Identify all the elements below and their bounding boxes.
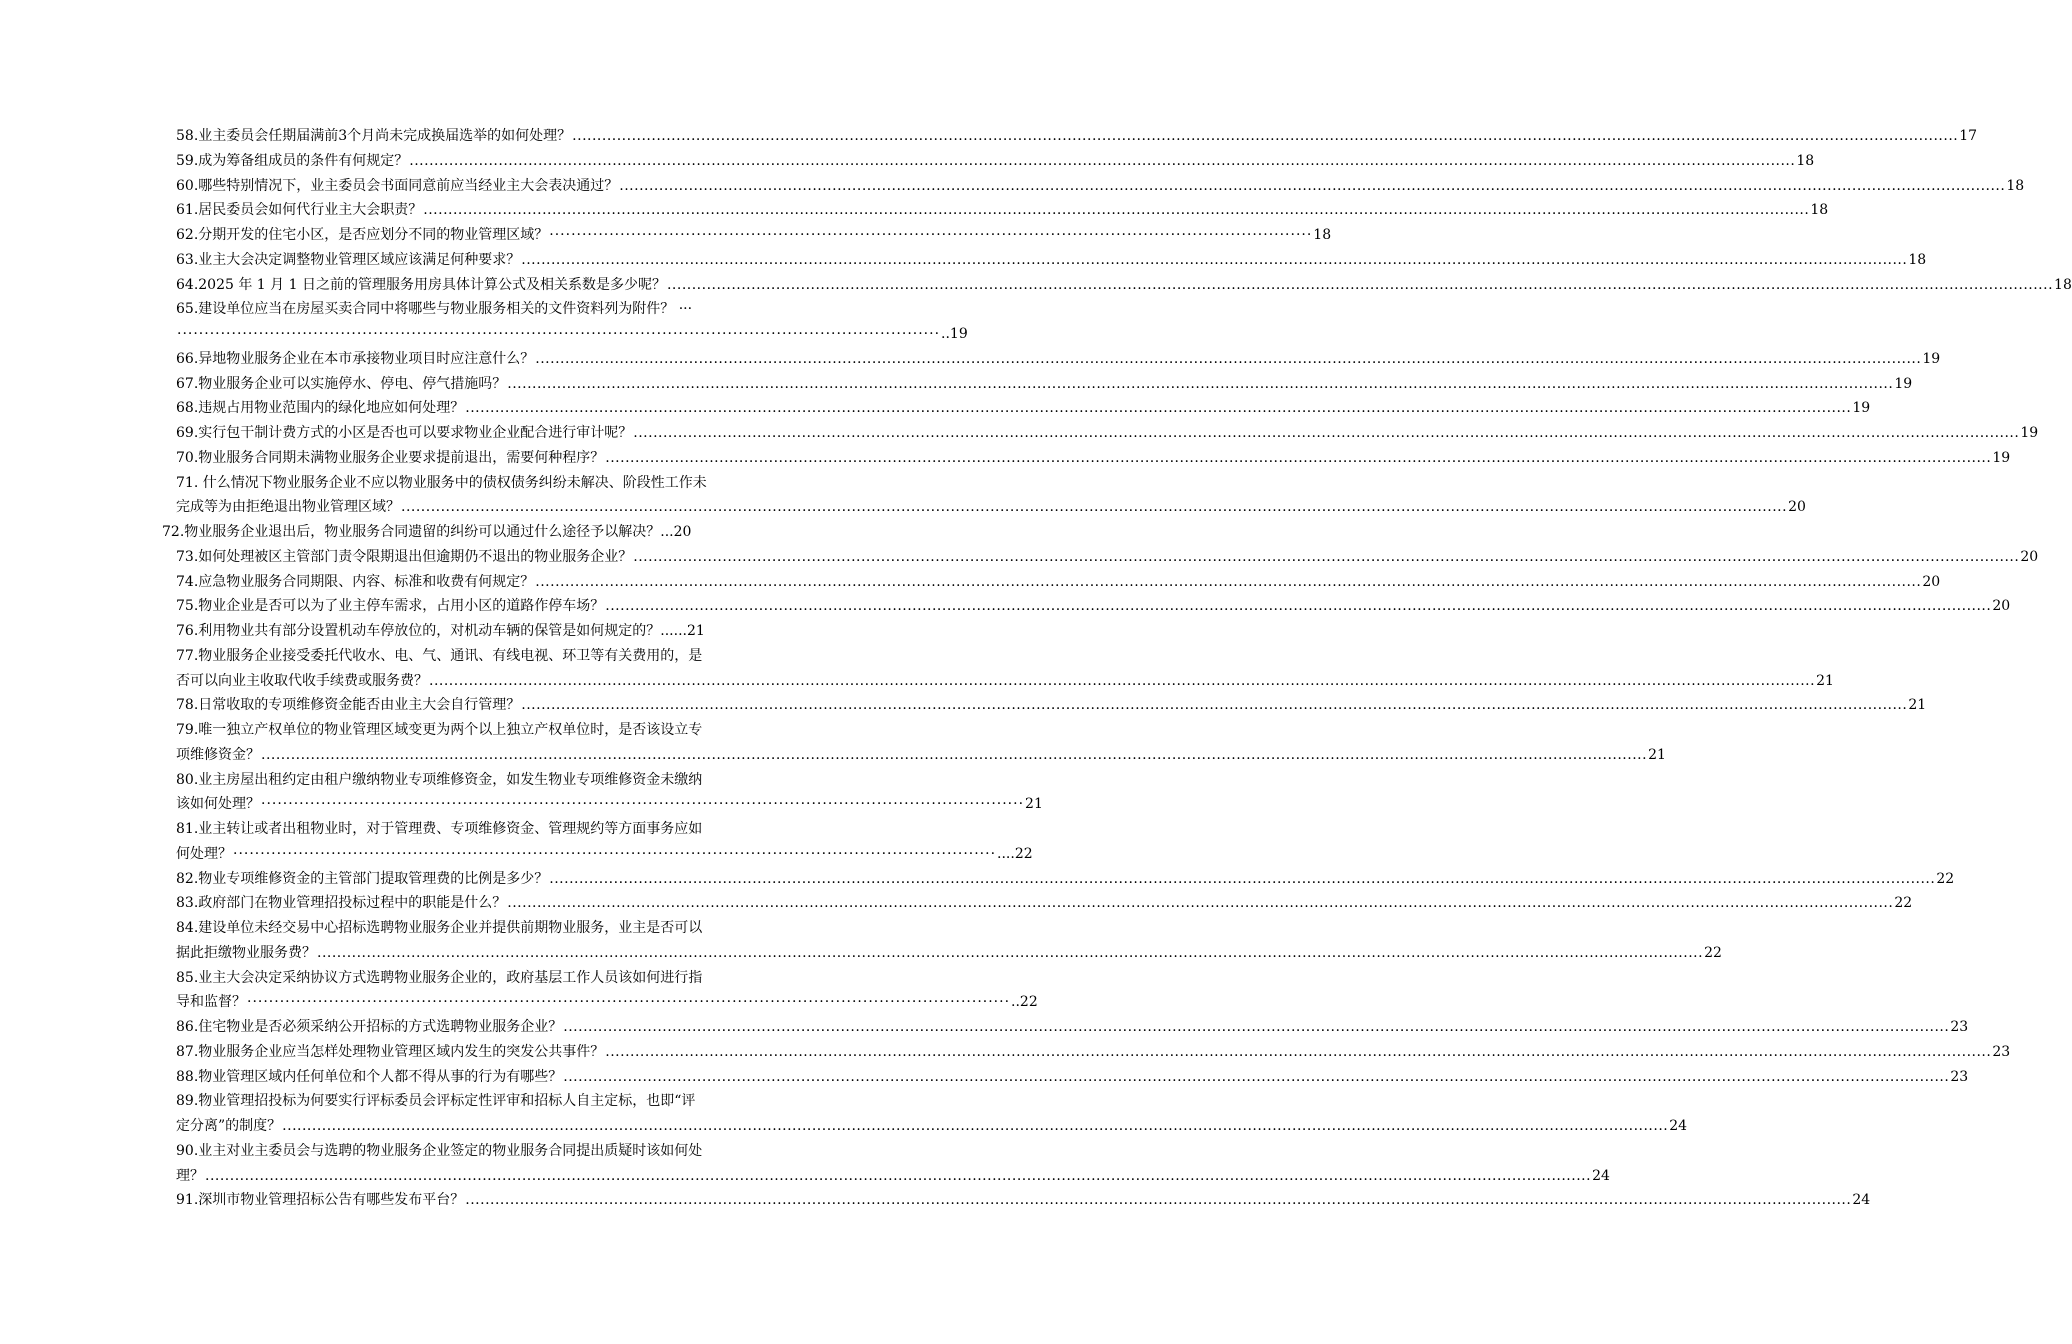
toc-page-number: 22 <box>1936 870 1955 887</box>
toc-entry-title: 完成等为由拒绝退出物业管理区域？ <box>176 499 400 516</box>
toc-page-number: 20 <box>1992 598 2011 615</box>
toc-leader-dots <box>521 248 1907 273</box>
toc-entry[interactable] <box>0 867 1955 892</box>
toc-leader-dots <box>633 545 2019 570</box>
toc-entry[interactable] <box>0 545 2039 570</box>
toc-leader-dots <box>563 1065 1949 1090</box>
toc-page-number: 17 <box>1959 128 1978 144</box>
toc-entry[interactable] <box>0 198 1829 223</box>
toc-page-number: 24 <box>1592 1167 1610 1184</box>
toc-page-number: 24 <box>1669 1118 1688 1134</box>
toc-entry[interactable] <box>0 1040 2011 1065</box>
toc-entry[interactable] <box>0 174 2025 199</box>
toc-entry-title: 导和监督？ <box>176 994 246 1011</box>
toc-entry-title: 87.物业服务企业应当怎样处理物业管理区域内发生的突发公共事件？ <box>176 1043 605 1060</box>
toc-entry-title: 项维修资金？ <box>176 746 260 763</box>
toc-entry-title: 82.物业专项维修资金的主管部门提取管理费的比例是多少？ <box>176 870 549 887</box>
toc-entry[interactable] <box>0 223 1332 248</box>
toc-entry[interactable] <box>0 1065 1969 1090</box>
toc-entry-title: 定分离”的制度？ <box>176 1118 282 1134</box>
toc-leader-dots <box>549 867 1935 892</box>
toc-leader-dots <box>261 792 1024 817</box>
toc-entry-title: 84.建设单位未经交易中心招标选聘物业服务企业并提供前期物业服务，业主是否可以 <box>176 920 703 936</box>
toc-page-number: 19 <box>1922 350 1941 367</box>
toc-leader-dots <box>233 842 996 867</box>
toc-entry[interactable] <box>0 396 1871 421</box>
toc-entry[interactable] <box>0 1015 1969 1040</box>
toc-leader-dots <box>605 1040 1991 1065</box>
toc-entry-title: 73.如何处理被区主管部门责令限期退出但逾期仍不退出的物业服务企业？ <box>176 548 633 565</box>
toc-entry-title: 67.物业服务企业可以实施停水、停电、停气措施吗？ <box>176 375 507 392</box>
toc-entry[interactable] <box>0 891 1913 916</box>
toc-page-number: 18 <box>1908 251 1927 268</box>
toc-leader-dots <box>282 1114 1668 1139</box>
toc-entry-title: 78.日常收取的专项维修资金能否由业主大会自行管理？ <box>176 697 521 714</box>
toc-page-number: 20 <box>1788 499 1806 516</box>
toc-page-number: 21 <box>1908 697 1927 714</box>
toc-leader-dots <box>317 941 1703 966</box>
toc-entry-title: 何处理？ <box>176 845 232 862</box>
toc-entry[interactable] <box>0 718 1666 768</box>
toc-entry[interactable] <box>0 520 950 545</box>
toc-entry-title: 88.物业管理区域内任何单位和个人都不得从事的行为有哪些？ <box>176 1068 563 1085</box>
toc-page-number: 18 <box>1313 227 1332 243</box>
toc-leader-dots <box>429 669 1815 694</box>
toc-leader-dots <box>423 198 1809 223</box>
toc-entry-title: 79.唯一独立产权单位的物业管理区域变更为两个以上独立产权单位时，是否该设立专 <box>176 722 703 738</box>
toc-leader-dots <box>549 223 1312 248</box>
toc-entry-title: 85.业主大会决定采纳协议方式选聘物业服务企业的，政府基层工作人员该如何进行指 <box>176 969 703 986</box>
toc-page-number: ..19 <box>941 326 968 342</box>
toc-page-number: 18 <box>2006 177 2025 194</box>
toc-page-number: ....22 <box>997 845 1033 862</box>
toc-entry-title: 62.分期开发的住宅小区，是否应划分不同的物业管理区域？ <box>176 227 549 243</box>
toc-entry-title: 68.违规占用物业范围内的绿化地应如何处理？ <box>176 400 465 417</box>
toc-entry[interactable] <box>0 124 1978 149</box>
toc-entry-title: 76.利用物业共有部分设置机动车停放位的，对机动车辆的保管是如何规定的？...... <box>176 623 687 639</box>
toc-entry[interactable] <box>0 594 2011 619</box>
toc-entry-title: 61.居民委员会如何代行业主大会职责？ <box>176 202 423 219</box>
toc-entry-title: 91.深圳市物业管理招标公告有哪些发布平台？ <box>176 1192 465 1209</box>
toc-entry[interactable] <box>0 916 1722 966</box>
toc-page-number: 21 <box>1816 672 1834 689</box>
toc-entry-title: 81.业主转让或者出租物业时，对于管理费、专项维修资金、管理规约等方面事务应如 <box>176 821 703 837</box>
toc-entry[interactable] <box>0 471 1806 521</box>
toc-entry[interactable] <box>0 1089 1688 1139</box>
toc-entry-title: 90.业主对业主委员会与选聘的物业服务企业签定的物业服务合同提出质疑时该如何处 <box>176 1142 703 1159</box>
toc-entry-title: 75.物业企业是否可以为了业主停车需求，占用小区的道路作停车场？ <box>176 598 605 615</box>
toc-leader-dots <box>521 693 1907 718</box>
toc-leader-dots <box>619 174 2005 199</box>
toc-entry-title: 69.实行包干制计费方式的小区是否也可以要求物业企业配合进行审计呢？ <box>176 425 633 441</box>
toc-leader-dots <box>409 149 1795 174</box>
toc-entry-title: 65.建设单位应当在房屋买卖合同中将哪些与物业服务相关的文件资料列为附件？ ··· <box>176 301 693 318</box>
toc-leader-dots <box>572 124 1958 149</box>
toc-leader-dots <box>667 273 2053 298</box>
toc-leader-dots <box>535 347 1921 372</box>
toc-leader-dots <box>401 495 1787 520</box>
toc-leader-dots <box>605 446 1991 471</box>
toc-entry[interactable] <box>0 693 1927 718</box>
toc-page-number: 23 <box>1992 1043 2011 1060</box>
toc-entry[interactable] <box>0 768 1043 818</box>
toc-entry-title: 63.业主大会决定调整物业管理区域应该满足何种要求？ <box>176 251 521 268</box>
toc-leader-dots <box>563 1015 1949 1040</box>
toc-entry[interactable] <box>0 570 1941 595</box>
toc-page-number: 24 <box>1852 1192 1871 1209</box>
toc-page-number: 18 <box>1796 152 1815 169</box>
toc-entry[interactable] <box>0 644 1834 694</box>
toc-page-number: 22 <box>1704 944 1722 961</box>
toc-page-number: 20 <box>2020 548 2039 565</box>
toc-leader-dots <box>261 743 1647 768</box>
toc-entry-title: 77.物业服务企业接受委托代收水、电、气、通讯、有线电视、环卫等有关费用的，是 <box>176 647 703 664</box>
toc-page-number: 18 <box>1810 202 1829 219</box>
toc-entry-title: 否可以向业主收取代收手续费或服务费？ <box>176 672 428 689</box>
toc-entry-title: 70.物业服务合同期未满物业服务企业要求提前退出，需要何种程序？ <box>176 449 605 466</box>
toc-page-number: 18 <box>2054 276 2072 293</box>
toc-leader-dots <box>507 372 1893 397</box>
toc-entry[interactable] <box>0 446 2011 471</box>
toc-entry[interactable] <box>0 297 968 347</box>
toc-entry-title: 74.应急物业服务合同期限、内容、标准和收费有何规定？ <box>176 573 535 590</box>
toc-entry[interactable] <box>0 1139 1610 1189</box>
toc-page-number: 23 <box>1950 1019 1969 1035</box>
toc-entry-title: 58.业主委员会任期届满前3个月尚未完成换届选举的如何处理？ <box>176 128 572 144</box>
toc-leader-dots <box>177 322 940 347</box>
toc-entry-title: 64.2025 年 1 月 1 日之前的管理服务用房具体计算公式及相关系数是多少呢？ <box>176 276 666 293</box>
toc-entry-title: 59.成为筹备组成员的条件有何规定？ <box>176 152 409 169</box>
toc-leader-dots <box>247 990 1010 1015</box>
toc-entry-title: 83.政府部门在物业管理招投标过程中的职能是什么？ <box>176 895 507 912</box>
toc-page-number: 21 <box>1648 746 1666 763</box>
toc-leader-dots <box>535 570 1921 595</box>
toc-entry[interactable] <box>0 817 1033 867</box>
toc-entry-title: 86.住宅物业是否必须采纳公开招标的方式选聘物业服务企业？ <box>176 1019 563 1035</box>
toc-entry-title: 71. 什么情况下物业服务企业不应以物业服务中的债权债务纠纷未解决、阶段性工作未 <box>176 474 707 491</box>
toc-page-number: 21 <box>1025 796 1043 813</box>
toc-leader-dots <box>633 421 2019 446</box>
toc-leader-dots <box>205 1164 1591 1189</box>
toc-page-number: 19 <box>1894 375 1913 392</box>
toc-leader-dots <box>465 396 1851 421</box>
toc-page-number: 22 <box>1894 895 1913 912</box>
toc-entry[interactable] <box>0 347 1941 372</box>
toc-entry-title: 66.异地物业服务企业在本市承接物业项目时应注意什么？ <box>176 350 535 367</box>
toc-page-number: 19 <box>2020 425 2039 441</box>
toc-page-number: 19 <box>1992 449 2011 466</box>
toc-entry-title: 60.哪些特别情况下，业主委员会书面同意前应当经业主大会表决通过？ <box>176 177 619 194</box>
toc-entry-title: 据此拒缴物业服务费？ <box>176 944 316 961</box>
toc-entry-title: 72.物业服务企业退出后，物业服务合同遗留的纠纷可以通过什么途径予以解决？...20 <box>162 524 692 540</box>
toc-page-number: ..22 <box>1011 994 1038 1011</box>
toc-leader-dots <box>605 594 1991 619</box>
toc-page-number: 23 <box>1950 1068 1969 1085</box>
toc-entry[interactable] <box>0 966 1038 1016</box>
toc-entry[interactable] <box>0 149 1815 174</box>
toc-page-number: 20 <box>1922 573 1941 590</box>
toc-entry[interactable] <box>0 248 1927 273</box>
toc-entry[interactable] <box>0 619 950 644</box>
toc-page-number: 19 <box>1852 400 1871 417</box>
toc-entry-title: 理？ <box>176 1167 204 1184</box>
toc-leader-dots <box>465 1188 1851 1213</box>
toc-leader-dots <box>507 891 1893 916</box>
toc-entry[interactable] <box>0 372 1913 397</box>
toc-page-number: 21 <box>686 623 705 639</box>
toc-entry[interactable] <box>0 1188 1871 1213</box>
toc-entry-title: 89.物业管理招投标为何要实行评标委员会评标定性评审和招标人自主定标，也即“评 <box>176 1093 696 1110</box>
toc-entry-title: 80.业主房屋出租约定由租户缴纳物业专项维修资金，如发生物业专项维修资金未缴纳 <box>176 771 703 788</box>
toc-entry[interactable] <box>0 273 2072 298</box>
toc-entry-title: 该如何处理？ <box>176 796 260 813</box>
table-of-contents <box>0 124 2072 1213</box>
toc-entry[interactable] <box>0 421 2039 446</box>
